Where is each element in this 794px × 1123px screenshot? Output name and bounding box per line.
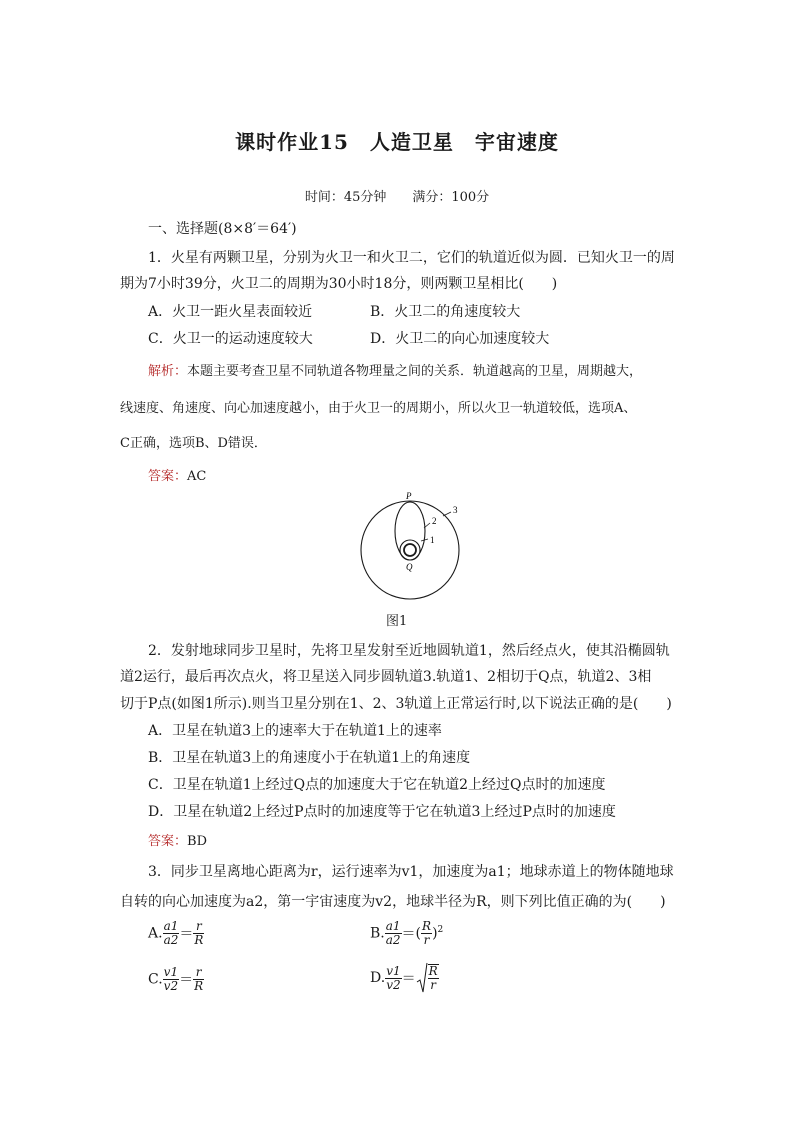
square-root (416, 962, 439, 994)
q3-option-a: A. $\frac{a1}{a2}$ ＝ $\frac{r}{R}$ (148, 919, 204, 947)
q1-answer (148, 465, 206, 484)
q3-option-d: D. $\frac{v1}{v2}$ ＝ $\frac{R}{r}$ (370, 963, 438, 992)
q2-line-1: 2．发射地球同步卫星时，先将卫星发射至近地圆轨道1，然后经点火，使其沿椭圆轨 (148, 643, 670, 659)
q2-answer (148, 830, 207, 849)
time-score-info: 时间：45分钟 满分：100分 (304, 190, 490, 205)
point-q-label: Q (406, 562, 413, 572)
q1-line-1: 1．火星有两颗卫星，分别为火卫一和火卫二，它们的轨道近似为圆．已知火卫一的周 (148, 250, 675, 266)
fraction-r-R: $\frac{r}{R}$ (194, 919, 204, 947)
page-title: 课时作业15 人造卫星 宇宙速度 (235, 130, 559, 154)
orbit-2-ellipse (395, 502, 425, 560)
fraction-a1-a2: $\frac{a1}{a2}$ (385, 919, 401, 947)
fraction-a1-a2: $\frac{a1}{a2}$ (163, 919, 179, 947)
answer-label: 答案： (148, 469, 188, 484)
option-a-prefix: A. (148, 925, 163, 942)
figure-caption: 图1 (386, 614, 408, 629)
q1-option-c: C．火卫一的运动速度较大 (148, 331, 313, 347)
orbit-1-circle (400, 540, 420, 560)
radical-sign-icon (416, 962, 428, 994)
leader-line-3 (443, 512, 451, 516)
fraction-r-R: $\frac{r}{R}$ (194, 965, 204, 993)
option-c-prefix: C. (148, 971, 163, 988)
q2-line-3: 切于P点(如图1所示).则当卫星分别在1、2、3轨道上正常运行时,以下说法正确的是( ) (120, 696, 672, 712)
orbit-1-label: 1 (430, 535, 435, 545)
analysis-label: 解析： (148, 364, 188, 379)
q1-analysis-line-3: C正确，选项B、D错误． (120, 436, 267, 451)
answer-label: 答案： (148, 834, 188, 849)
q3-option-b: B. $\frac{a1}{a2}$ ＝( $\frac{R}{r}$ )$^2$ (370, 919, 444, 947)
q2-option-b: B．卫星在轨道3上的角速度小于在轨道1上的角速度 (148, 750, 471, 766)
q1-analysis-line-1 (148, 360, 642, 379)
q3-option-c: C. $\frac{v1}{v2}$ ＝ $\frac{r}{R}$ (148, 965, 204, 993)
orbit-3-label: 3 (453, 505, 458, 515)
orbit-diagram (350, 485, 480, 615)
earth-circle (404, 544, 416, 556)
q3-line-1: 3．同步卫星离地心距离为r，运行速率为v1，加速度为a1；地球赤道上的物体随地球 (148, 864, 674, 880)
fraction-R-r: $\frac{R}{r}$ (428, 964, 438, 992)
option-d-prefix: D. (370, 970, 386, 986)
q1-option-a: A．火卫一距火星表面较近 (148, 304, 313, 320)
orbit-2-label: 2 (432, 516, 437, 526)
fraction-v1-v2: $\frac{v1}{v2}$ (386, 963, 401, 992)
q2-option-c: C．卫星在轨道1上经过Q点的加速度大于它在轨道2上经过Q点时的加速度 (148, 777, 606, 793)
q1-option-d: D．火卫二的向心加速度较大 (370, 331, 550, 347)
q2-option-d: D．卫星在轨道2上经过P点时的加速度等于它在轨道3上经过P点时的加速度 (148, 804, 616, 820)
answer-value: AC (187, 469, 207, 484)
q1-line-2: 期为7小时39分，火卫二的周期为30小时18分，则两颗卫星相比( ) (120, 276, 558, 292)
answer-value: BD (187, 834, 207, 849)
fraction-v1-v2: $\frac{v1}{v2}$ (163, 965, 179, 993)
q1-analysis-line-2: 线速度、角速度、向心加速度越小，由于火卫一的周期小，所以火卫一轨道较低，选项A、 (120, 401, 637, 416)
point-p-label: P (406, 491, 412, 501)
q2-line-2: 道2运行，最后再次点火，将卫星送入同步圆轨道3.轨道1、2相切于Q点，轨道2、3相 (120, 669, 652, 685)
q2-option-a: A．卫星在轨道3上的速率大于在轨道1上的速率 (148, 723, 442, 739)
section-heading: 一、选择题(8×8′＝64′) (148, 221, 297, 237)
fraction-R-r: $\frac{R}{r}$ (422, 919, 432, 947)
q1-option-b: B．火卫二的角速度较大 (370, 304, 521, 320)
q3-line-2: 自转的向心加速度为a2，第一宇宙速度为v2，地球半径为R，则下列比值正确的为( ) (120, 894, 666, 910)
analysis-text-1: 本题主要考查卫星不同轨道各物理量之间的关系．轨道越高的卫星，周期越大， (187, 364, 643, 379)
option-b-prefix: B. (370, 925, 385, 942)
